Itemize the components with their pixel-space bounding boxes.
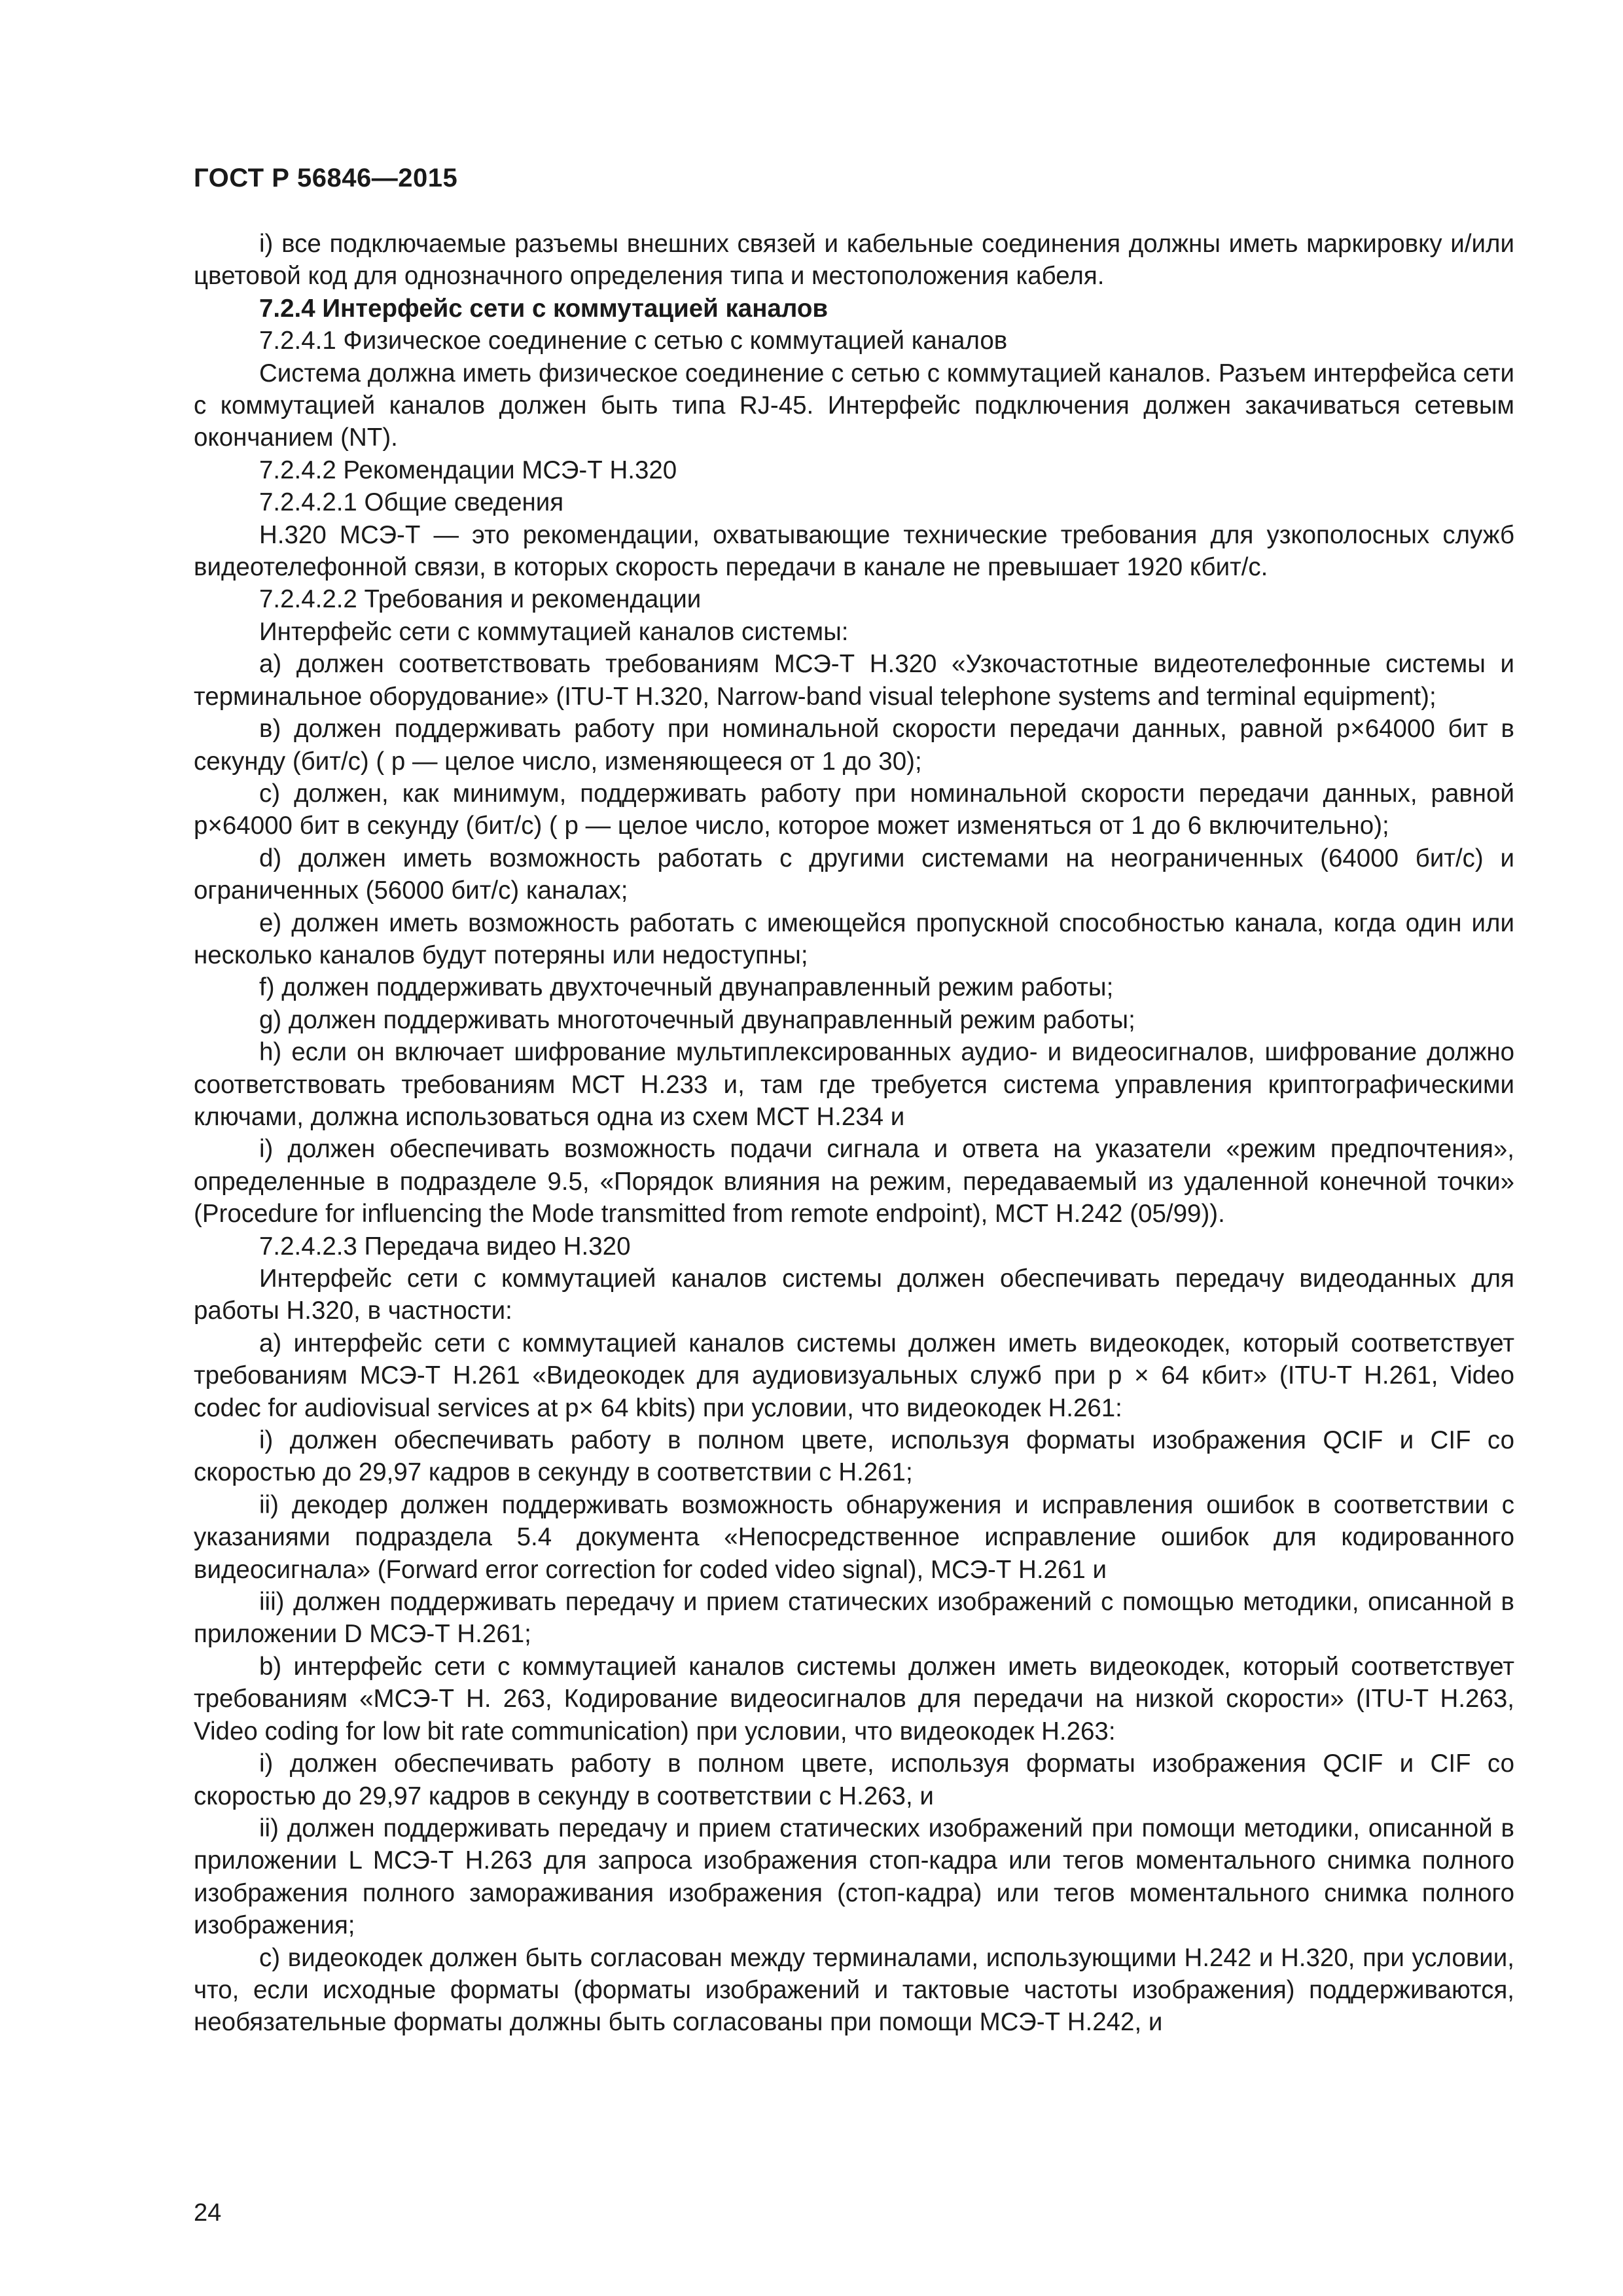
paragraph: g) должен поддерживать многоточечный двунаправленный режим работы; — [259, 1005, 1135, 1034]
paragraph: 7.2.4.2.3 Передача видео Н.320 — [259, 1232, 631, 1261]
document-header: ГОСТ Р 56846—2015 — [194, 164, 458, 192]
paragraph: Интерфейс сети с коммутацией каналов системы должен обеспечивать передачу видеоданных для работы Н.320, в частности: — [194, 1265, 1514, 1325]
paragraph: а) должен соответствовать требованиям МСЭ-Т Н.320 «Узкочастотные видеотелефонные системы и терминальное оборудование» (ITU-T H.320, Narrow-band visual telephone systems and terminal equipment); — [194, 650, 1514, 711]
paragraph: ii) должен поддерживать передачу и прием статических изображений при помощи методики, описанной в приложении L МСЭ-Т Н.263 для запроса изображения стоп-кадра или тегов моментального снимка полного изображения полного замораживания изображения (стоп-кадра) или тегов моментального снимка полного изображения; — [194, 1814, 1514, 1940]
paragraph: b) интерфейс сети с коммутацией каналов системы должен иметь видеокодек, который соответствует требованиям «МСЭ-Т Н. 263, Кодирование видеосигналов для передачи на низкой скорости» (ITU-T H.263, Video coding for low bit rate communication) при условии, что видеокодек Н.263: — [194, 1652, 1514, 1746]
paragraph: iii) должен поддерживать передачу и прием статических изображений с помощью методики, описанной в приложении D МСЭ-Т Н.261; — [194, 1588, 1514, 1649]
paragraph: Интерфейс сети с коммутацией каналов системы: — [259, 617, 849, 646]
paragraph: Н.320 МСЭ-Т — это рекомендации, охватывающие технические требования для узкополосных служб видеотелефонной связи, в которых скорость передачи в канале не превышает 1920 кбит/с. — [194, 520, 1514, 582]
paragraph: е) должен иметь возможность работать с имеющейся пропускной способностью канала, когда один или несколько каналов будут потеряны или недоступны; — [194, 908, 1514, 969]
paragraph: а) интерфейс сети с коммутацией каналов системы должен иметь видеокодек, который соответствует требованиям МСЭ-Т Н.261 «Видеокодек для аудиовизуальных служб при p × 64 кбит» (ITU-T H.261, Video codec for audiovisual services at p× 64 kbits) при условии, что видеокодек Н.261: — [194, 1329, 1514, 1422]
page-number: 24 — [194, 2199, 222, 2227]
paragraph: 7.2.4.1 Физическое соединение с сетью с коммутацией каналов — [259, 327, 1008, 355]
paragraph: с) должен, как минимум, поддерживать работу при номинальной скорости передачи данных, равной p×64000 бит в секунду (бит/с) ( p — целое число, которое может изменяться от 1 до 6 включительно); — [194, 779, 1514, 840]
section-heading: 7.2.4 Интерфейс сети с коммутацией каналов — [259, 294, 829, 323]
paragraph: 7.2.4.2.1 Общие сведения — [259, 488, 564, 517]
paragraph: Система должна иметь физическое соединение с сетью с коммутацией каналов. Разъем интерфейса сети с коммутацией каналов должен быть типа RJ-45. Интерфейс подключения должен закачиваться сетевым окончанием (NT). — [194, 359, 1514, 452]
paragraph: i) должен обеспечивать работу в полном цвете, используя форматы изображения QCIF и CIF со скоростью до 29,97 кадров в секунду в соответствии с Н.263, и — [194, 1749, 1514, 1810]
paragraph: 7.2.4.2.2 Требования и рекомендации — [259, 585, 702, 614]
paragraph: ii) декодер должен поддерживать возможность обнаружения и исправления ошибок в соответствии с указаниями подраздела 5.4 документа «Непосредственное исправление ошибок для кодированного видеосигнала» (Forward error correction for coded video signal), МСЭ-Т Н.261 и — [194, 1490, 1514, 1584]
paragraph: i) все подключаемые разъемы внешних связей и кабельные соединения должны иметь маркировку и/или цветовой код для однозначного определения типа и местоположения кабеля. — [194, 230, 1514, 291]
paragraph: i) должен обеспечивать работу в полном цвете, используя форматы изображения QCIF и CIF со скоростью до 29,97 кадров в секунду в соответствии с Н.261; — [194, 1426, 1514, 1487]
paragraph: f) должен поддерживать двухточечный двунаправленный режим работы; — [259, 973, 1114, 1002]
paragraph: с) видеокодек должен быть согласован между терминалами, использующими Н.242 и Н.320, при условии, что, если исходные форматы (форматы изображений и тактовые частоты изображения) поддерживаются, необязательные форматы должны быть согласованы при помощи МСЭ-Т Н.242, и — [194, 1943, 1514, 2037]
paragraph: 7.2.4.2 Рекомендации МСЭ-Т Н.320 — [259, 456, 677, 484]
paragraph: в) должен поддерживать работу при номинальной скорости передачи данных, равной p×64000 бит в секунду (бит/с) ( p — целое число, изменяющееся от 1 до 30); — [194, 715, 1514, 776]
paragraph: d) должен иметь возможность работать с другими системами на неограниченных (64000 бит/с) и ограниченных (56000 бит/с) каналах; — [194, 844, 1514, 905]
paragraph: i) должен обеспечивать возможность подачи сигнала и ответа на указатели «режим предпочтения», определенные в подразделе 9.5, «Порядок влияния на режим, передаваемый из удаленной конечной точки» (Procedure for influencing the Mode transmitted from remote endpoint), МСТ Н.242 (05/99)). — [194, 1135, 1514, 1229]
paragraph: h) если он включает шифрование мультиплексированных аудио- и видеосигналов, шифрование должно соответствовать требованиям МСТ Н.233 и, там где требуется система управления криптографическими ключами, должна использоваться одна из схем МСТ Н.234 и — [194, 1038, 1514, 1131]
document-body — [194, 228, 1514, 2039]
